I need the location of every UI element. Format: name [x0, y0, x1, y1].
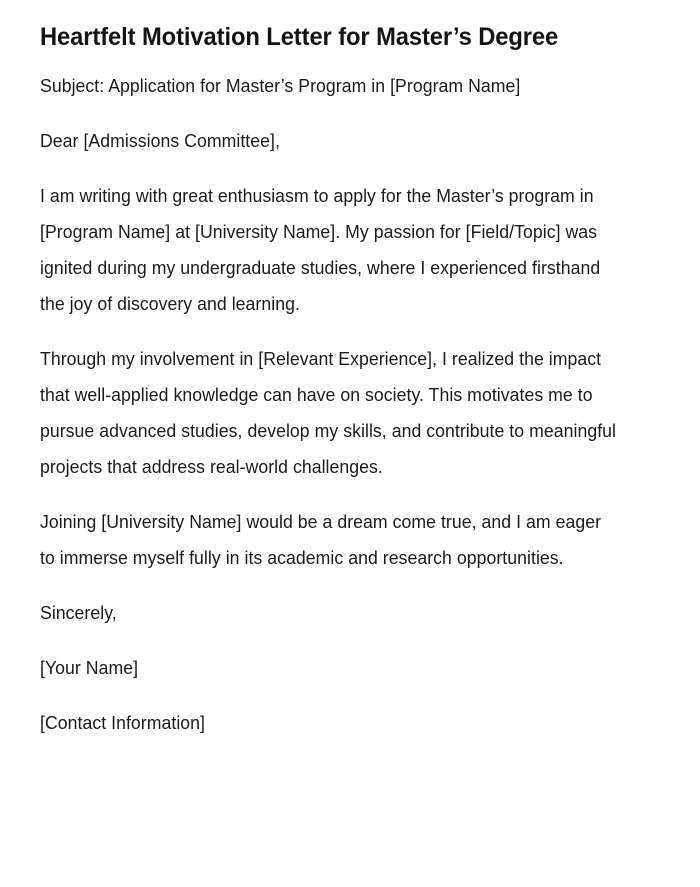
body-paragraph-1: I am writing with great enthusiasm to apply for the Master’s program in [Program Name] at [University Name]. My passion for [Field/Topic] was ignited during my undergraduate studies, where I experienced firsthand the joy of discovery and learning. — [40, 185, 601, 314]
body-paragraph-2: Through my involvement in [Relevant Experience], I realized the impact that well-applied knowledge can have on society. This motivates me to pursue advanced studies, develop my skills, and contribute to meaningful projects that address real-world challenges. — [40, 348, 617, 477]
salutation: Dear [Admissions Committee], — [40, 130, 280, 151]
closing-salutation: Sincerely, — [40, 602, 117, 623]
letter-body — [40, 52, 645, 741]
body-paragraph-3: Joining [University Name] would be a dream come true, and I am eager to immerse myself fully in its academic and research opportunities. — [40, 511, 602, 568]
signature-contact: [Contact Information] — [40, 712, 206, 733]
page-title: Heartfelt Motivation Letter for Master’s Degree — [40, 23, 559, 51]
subject-line: Subject: Application for Master’s Program in [Program Name] — [40, 75, 521, 96]
motivation-letter-article — [40, 0, 645, 741]
signature-name: [Your Name] — [40, 657, 139, 678]
